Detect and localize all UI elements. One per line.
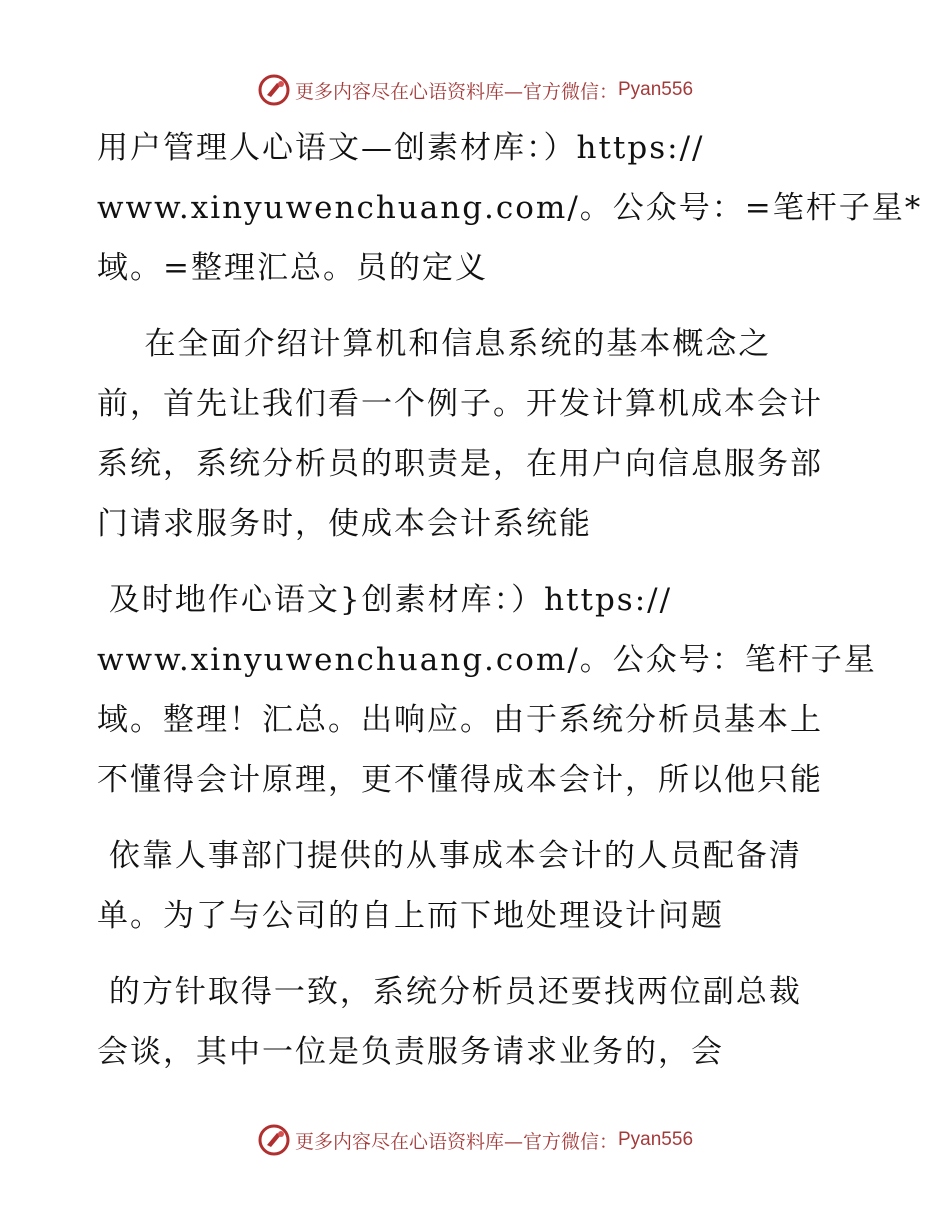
- banner-text: 更多内容尽在心语资料库—官方微信：: [294, 80, 618, 103]
- text-line: 域。整理！汇总。出响应。由于系统分析员基本上: [97, 702, 823, 738]
- footer-banner: [0, 1120, 950, 1160]
- text-line: 域。=整理汇总。员的定义: [97, 250, 488, 286]
- paragraph: [97, 578, 877, 818]
- document-body: [97, 126, 923, 1090]
- text-line: 系统，系统分析员的职责是，在用户向信息服务部: [97, 446, 823, 482]
- banner-wechat-id: Pyan556: [618, 79, 694, 100]
- text-line: 门请求服务时，使成本会计系统能: [97, 506, 592, 542]
- text-line: 的方针取得一致，系统分析员还要找两位副总裁: [97, 974, 802, 1010]
- brand-logo-icon: [257, 1123, 291, 1157]
- text-line: 用户管理人心语文—创素材库：）https://: [97, 130, 705, 166]
- paragraph: [97, 322, 857, 562]
- text-line: 前，首先让我们看一个例子。开发计算机成本会计: [97, 386, 823, 422]
- text-line: www.xinyuwenchuang.com/。公众号：=笔杆子星*: [97, 190, 923, 226]
- paragraph: [97, 834, 857, 954]
- banner-wechat-id: Pyan556: [618, 1129, 694, 1150]
- text-line: 及时地作心语文}创素材库：）https://: [97, 582, 673, 618]
- header-banner: [0, 70, 950, 110]
- text-line: 依靠人事部门提供的从事成本会计的人员配备清: [97, 838, 802, 874]
- text-line: 在全面介绍计算机和信息系统的基本概念之: [97, 326, 772, 362]
- paragraph: [97, 970, 857, 1090]
- banner-text: 更多内容尽在心语资料库—官方微信：: [294, 1130, 618, 1153]
- text-line: www.xinyuwenchuang.com/。公众号：笔杆子星: [97, 642, 877, 678]
- brand-logo-icon: [257, 73, 291, 107]
- paragraph: [97, 126, 923, 306]
- text-line: 会谈，其中一位是负责服务请求业务的，会: [97, 1034, 724, 1070]
- text-line: 单。为了与公司的自上而下地处理设计问题: [97, 898, 724, 934]
- text-line: 不懂得会计原理，更不懂得成本会计，所以他只能: [97, 762, 823, 798]
